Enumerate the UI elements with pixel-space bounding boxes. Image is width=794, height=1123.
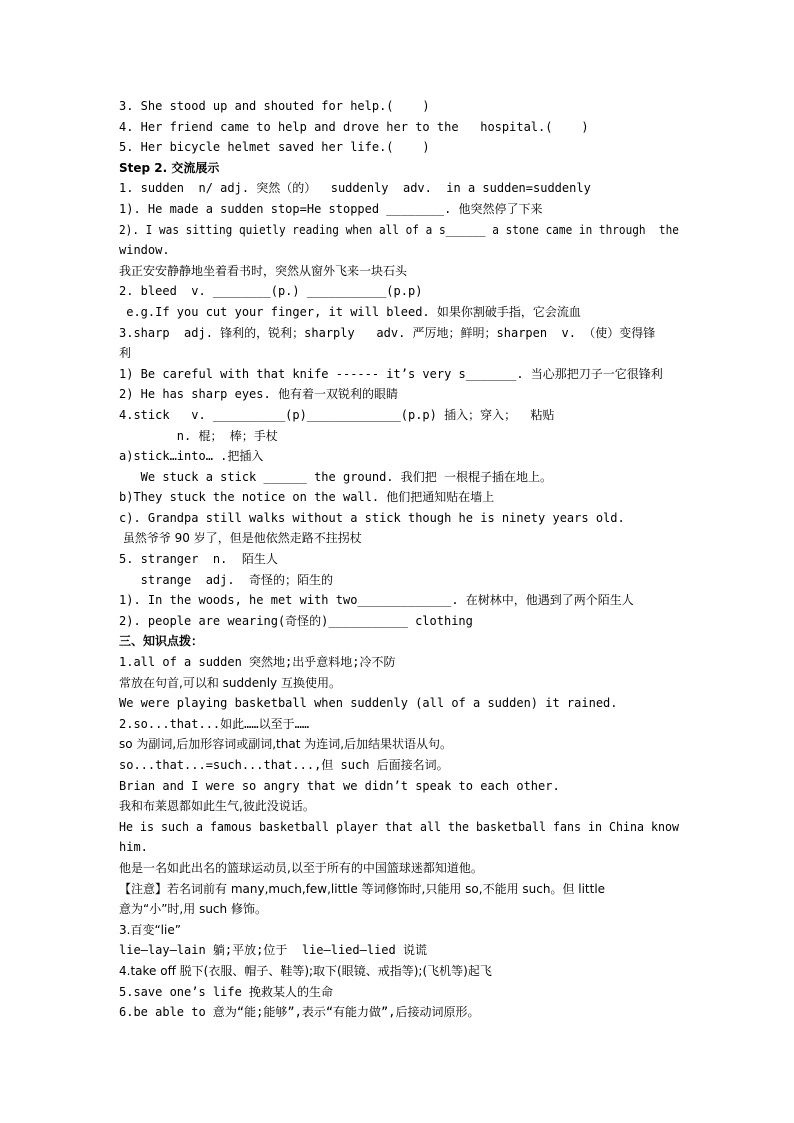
text-line: 1). He made a sudden stop=He stopped ________. 他突然停了下来 xyxy=(119,201,543,216)
text-line: 【注意】若名词前有 many,much,few,little 等词修饰时,只能用 so,不能用 such。但 little xyxy=(119,881,606,896)
text-line: e.g.If you cut your finger, it will bleed. 如果你割破手指，它会流血 xyxy=(119,304,581,319)
text-line: 我正安安静静地坐着看书时，突然从窗外飞来一块石头 xyxy=(119,263,408,278)
text-line: 1.all of a sudden 突然地;出乎意料地;冷不防 xyxy=(119,655,396,670)
text-line: We stuck a stick ______ the ground. 我们把 一根棍子插在地上。 xyxy=(119,469,552,484)
section-heading-knowledge: 三、知识点拨： xyxy=(119,634,204,649)
text-line: so...that...=such...that...,但 such 后面接名词。 xyxy=(119,758,449,772)
text-line: strange adj. 奇怪的；陌生的 xyxy=(119,572,334,587)
text-line: 3. She stood up and shouted for help.( ) xyxy=(119,99,430,113)
text-line: window. xyxy=(119,243,170,258)
section-heading-step2: Step 2. 交流展示 xyxy=(119,160,220,175)
text-line: 1) Be careful with that knife ------ it’s very s_______. 当心那把刀子一它很锋利 xyxy=(119,366,663,381)
text-line: 2.so...that...如此……以至于…… xyxy=(119,716,310,731)
text-line: He is such a famous basketball player that all the basketball fans in China know xyxy=(119,819,679,834)
text-line: so 为副词,后加形容词或副词,that 为连词,后加结果状语从句。 xyxy=(119,737,453,752)
text-line: n. 棍； 棒；手杖 xyxy=(119,428,278,443)
text-line: 3.百变“lie” xyxy=(119,922,181,937)
text-line: We were playing basketball when suddenly (all of a sudden) it rained. xyxy=(119,696,618,711)
text-line: 4.stick v. __________(p)_____________(p.p) 插入；穿入； 粘贴 xyxy=(119,407,555,422)
text-line: 2) He has sharp eyes. 他有着一双锐利的眼睛 xyxy=(119,387,398,402)
text-line: 意为“小”时,用 such 修饰。 xyxy=(119,902,267,917)
text-line: 常放在句首,可以和 suddenly 互换使用。 xyxy=(119,675,341,690)
document-body xyxy=(119,96,679,1023)
text-line: 2. bleed v. ________(p.) ___________(p.p) xyxy=(119,284,423,299)
text-line: 6.be able to 意为“能;能够”,表示“有能力做”,后接动词原形。 xyxy=(119,1005,480,1020)
text-line: Brian and I were so angry that we didn’t speak to each other. xyxy=(119,778,560,793)
text-line: lie—lay—lain 躺;平放;位于 lie—lied—lied 说谎 xyxy=(119,943,427,958)
text-line: 1. sudden n/ adj. 突然（的） suddenly adv. in a sudden=suddenly xyxy=(119,181,591,196)
text-line: 利 xyxy=(119,346,132,361)
text-line: 1). In the woods, he met with two_____________. 在树林中，他遇到了两个陌生人 xyxy=(119,593,634,608)
text-line: 4.take off 脱下(衣服、帽子、鞋等);取下(眼镜、戒指等);(飞机等)起飞 xyxy=(119,963,492,978)
text-line: 4. Her friend came to help and drove her to the hospital.( ) xyxy=(119,119,589,134)
text-line: 3.sharp adj. 锋利的，锐利；sharply adv. 严厉地；鲜明；sharpen v. （使）变得锋 xyxy=(119,325,656,340)
text-line: 他是一名如此出名的篮球运动员,以至于所有的中国篮球迷都知道他。 xyxy=(119,860,483,875)
text-line: 我和布莱恩都如此生气,彼此没说话。 xyxy=(119,799,315,814)
text-line: 5.save one’s life 挽救某人的生命 xyxy=(119,984,334,999)
text-line: him. xyxy=(119,840,148,855)
text-line: 5. Her bicycle helmet saved her life.( ) xyxy=(119,140,430,155)
text-line: a)stick…into… .把插入 xyxy=(119,449,264,464)
text-line: c). Grandpa still walks without a stick though he is ninety years old. xyxy=(119,510,625,525)
text-line: 2). I was sitting quietly reading when all of a s______ a stone came in through the xyxy=(119,222,679,237)
text-line: 5. stranger n. 陌生人 xyxy=(119,552,278,567)
text-line: b)They stuck the notice on the wall. 他们把通知贴在墙上 xyxy=(119,490,495,505)
text-line: 2). people are wearing(奇怪的)___________ clothing xyxy=(119,613,473,628)
text-line: 虽然爷爷 90 岁了，但是他依然走路不拄拐杖 xyxy=(119,531,362,546)
